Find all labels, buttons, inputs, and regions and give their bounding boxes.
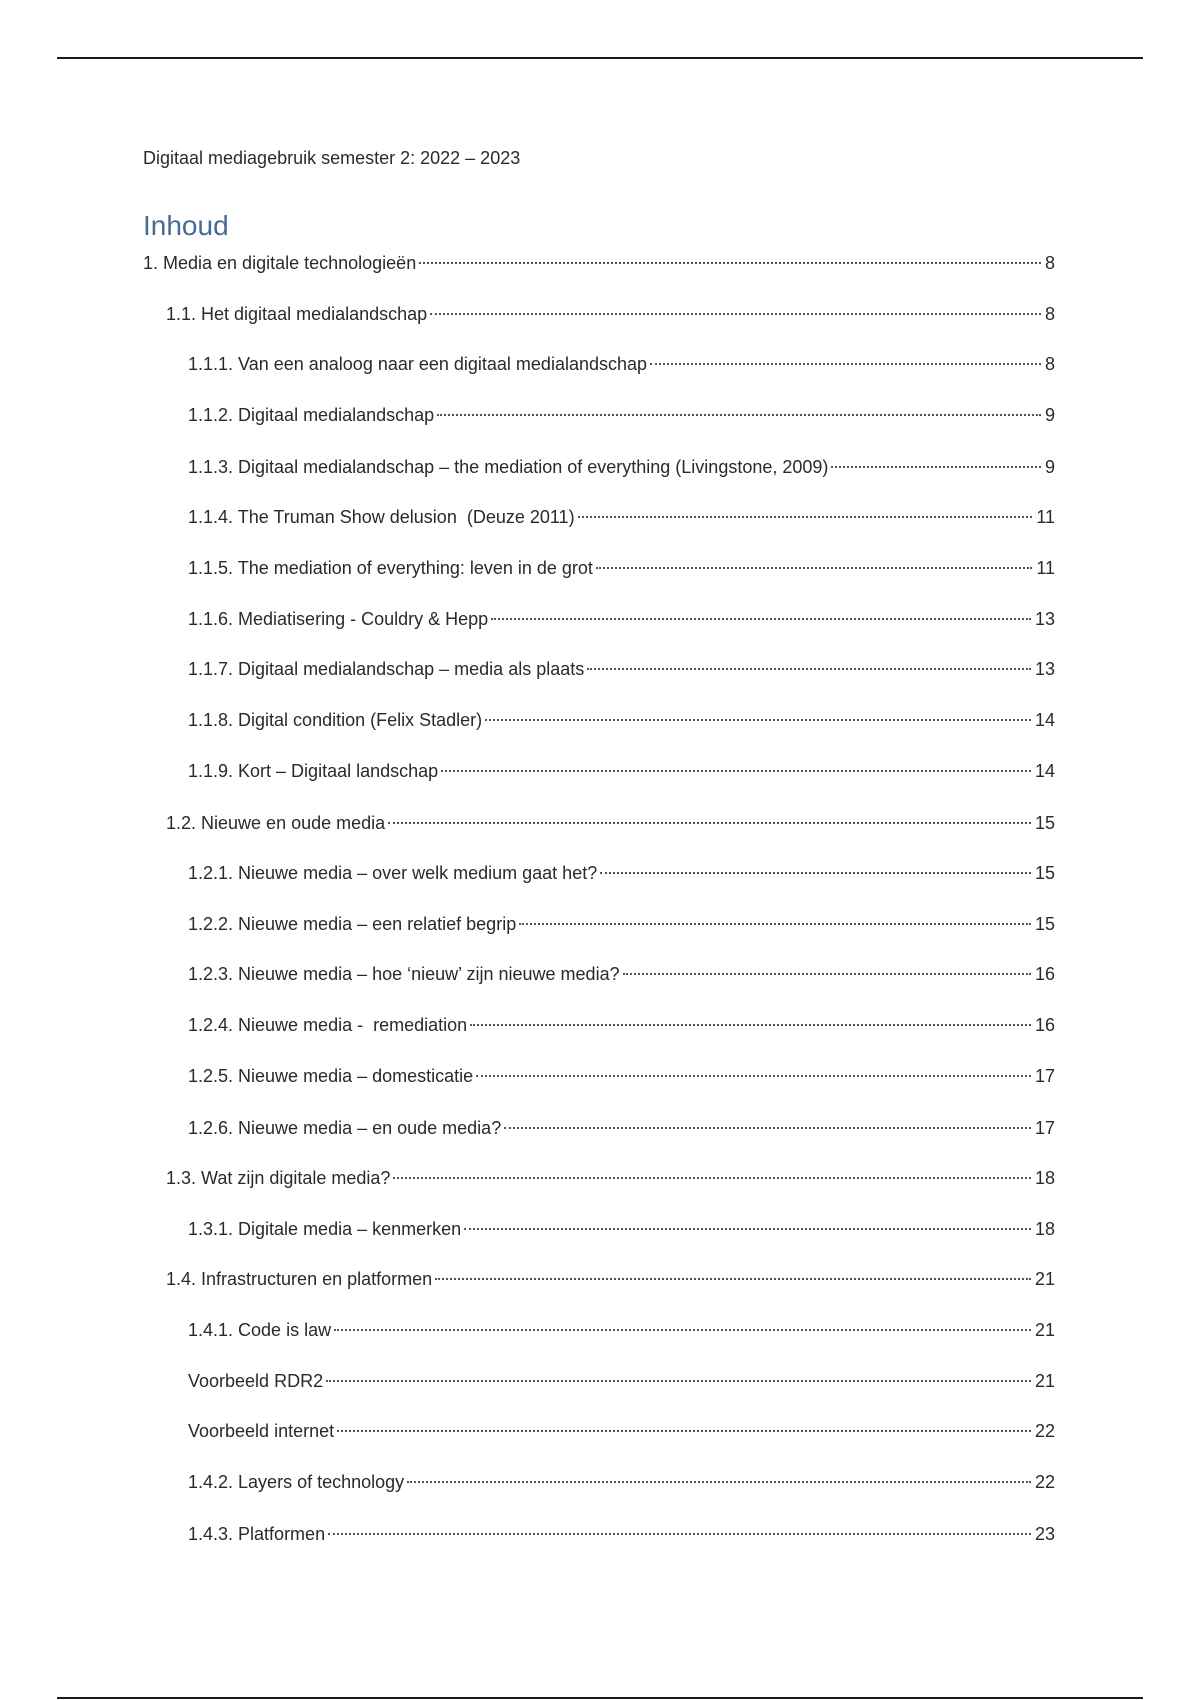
toc-entry-page: 17 [1034,1118,1055,1138]
toc-entry-page: 9 [1044,457,1055,477]
toc-entry-1-1-8[interactable] [188,707,1055,733]
toc-entry-page: 18 [1034,1219,1055,1239]
toc-entry-label: 1.4.3. Platformen [188,1524,326,1544]
dot-leader [419,262,1041,264]
toc-entry-label: 1.1. Het digitaal medialandschap [166,304,428,324]
toc-entry-page: 21 [1034,1269,1055,1289]
toc-entry-label: 1.2.3. Nieuwe media – hoe ‘nieuw’ zijn nieuwe media? [188,964,620,984]
toc-entry-label: Voorbeeld internet [188,1421,335,1441]
toc-entry-label: 1.4.1. Code is law [188,1320,332,1340]
toc-entry-page: 11 [1036,558,1055,578]
toc-entry-page: 8 [1044,304,1055,324]
toc-entry-label: 1.1.9. Kort – Digitaal landschap [188,761,439,781]
toc-entry-1-1-3[interactable] [188,454,1055,480]
dot-leader [600,872,1031,874]
dot-leader [437,414,1041,416]
toc-entry-page: 15 [1034,813,1055,833]
dot-leader [578,516,1033,518]
toc-entry-page: 14 [1034,761,1055,781]
toc-entry-label: 1.1.6. Mediatisering - Couldry & Hepp [188,609,489,629]
toc-entry-label: 1.2. Nieuwe en oude media [166,813,386,833]
toc-entry-1-1-7[interactable] [188,656,1055,682]
toc-entry-1-3[interactable] [166,1165,1055,1191]
toc-entry-label: 1.1.4. The Truman Show delusion (Deuze 2011) [188,507,575,527]
document-header: Digitaal mediagebruik semester 2: 2022 – 2023 [143,148,521,168]
dot-leader [470,1024,1031,1026]
dot-leader [596,567,1032,569]
toc-entry-1-4-3[interactable] [188,1521,1055,1547]
toc-entry-1-1-9[interactable] [188,758,1055,784]
toc-entry-1-1[interactable] [166,301,1055,327]
toc-entry-label: 1. Media en digitale technologieën [143,253,417,273]
dot-leader [441,770,1031,772]
toc-title: Inhoud [143,210,229,241]
toc-entry-label: 1.4. Infrastructuren en platformen [166,1269,433,1289]
toc-entry-1[interactable] [143,250,1055,276]
toc-entry-label: 1.1.8. Digital condition (Felix Stadler) [188,710,483,730]
toc-entry-page: 16 [1034,1015,1055,1035]
toc-entry-page: 23 [1034,1524,1055,1544]
toc-entry-label: 1.1.1. Van een analoog naar een digitaal medialandschap [188,354,648,374]
dot-leader [393,1177,1031,1179]
toc-entry-page: 9 [1044,405,1055,425]
dot-leader [464,1228,1031,1230]
toc-entry-label: 1.2.2. Nieuwe media – een relatief begrip [188,914,517,934]
toc-entry-page: 14 [1034,710,1055,730]
toc-entry-1-4[interactable] [166,1266,1055,1292]
toc-entry-page: 16 [1034,964,1055,984]
dot-leader [650,363,1041,365]
toc-entry-label: 1.1.5. The mediation of everything: leven in de grot [188,558,593,578]
dot-leader [326,1380,1031,1382]
toc-entry-1-2-2[interactable] [188,911,1055,937]
toc-entry-1-1-2[interactable] [188,402,1055,428]
toc-entry-label: Voorbeeld RDR2 [188,1371,324,1391]
dot-leader [388,822,1031,824]
toc-entry-page: 15 [1034,914,1055,934]
dot-leader [485,719,1031,721]
toc-entry-page: 15 [1034,863,1055,883]
toc-entry-page: 21 [1034,1371,1055,1391]
toc-entry-label: 1.2.6. Nieuwe media – en oude media? [188,1118,502,1138]
dot-leader [476,1075,1031,1077]
toc-entry-label: 1.1.2. Digitaal medialandschap [188,405,435,425]
toc-entry-page: 13 [1034,659,1055,679]
toc-entry-1-2-1[interactable] [188,860,1055,886]
toc-entry-page: 13 [1034,609,1055,629]
toc-entry-page: 17 [1034,1066,1055,1086]
toc-entry-label: 1.4.2. Layers of technology [188,1472,405,1492]
toc-entry-page: 8 [1044,253,1055,273]
toc-entry-1-1-6[interactable] [188,606,1055,632]
dot-leader [328,1533,1031,1535]
toc-entry-label: 1.1.7. Digitaal medialandschap – media als plaats [188,659,585,679]
toc-entry-voorbeeld-rdr2[interactable] [188,1368,1055,1394]
dot-leader [587,668,1031,670]
toc-entry-label: 1.3.1. Digitale media – kenmerken [188,1219,462,1239]
toc-entry-1-4-2[interactable] [188,1469,1055,1495]
dot-leader [519,923,1031,925]
toc-entry-page: 11 [1036,507,1055,527]
toc-entry-1-1-5[interactable] [188,555,1055,581]
toc-entry-page: 21 [1034,1320,1055,1340]
toc-entry-1-2-5[interactable] [188,1063,1055,1089]
dot-leader [504,1127,1031,1129]
toc-entry-label: 1.2.1. Nieuwe media – over welk medium gaat het? [188,863,598,883]
toc-entry-label: 1.2.5. Nieuwe media – domesticatie [188,1066,474,1086]
dot-leader [337,1430,1031,1432]
toc-entry-1-1-4[interactable] [188,504,1055,530]
dot-leader [407,1481,1031,1483]
toc-entry-1-2-6[interactable] [188,1115,1055,1141]
toc-entry-page: 22 [1034,1421,1055,1441]
toc-entry-page: 18 [1034,1168,1055,1188]
toc-entry-page: 8 [1044,354,1055,374]
toc-entry-1-2-3[interactable] [188,961,1055,987]
toc-entry-1-2[interactable] [166,810,1055,836]
toc-entry-voorbeeld-internet[interactable] [188,1418,1055,1444]
footer-rule [57,1697,1143,1699]
toc-entry-1-3-1[interactable] [188,1216,1055,1242]
dot-leader [334,1329,1031,1331]
toc-entry-page: 22 [1034,1472,1055,1492]
toc-entry-label: 1.1.3. Digitaal medialandschap – the mediation of everything (Livingstone, 2009) [188,457,829,477]
toc-entry-1-4-1[interactable] [188,1317,1055,1343]
toc-entry-label: 1.2.4. Nieuwe media - remediation [188,1015,468,1035]
dot-leader [831,466,1041,468]
dot-leader [623,973,1031,975]
dot-leader [430,313,1041,315]
toc-entry-1-2-4[interactable] [188,1012,1055,1038]
toc-entry-1-1-1[interactable] [188,351,1055,377]
dot-leader [435,1278,1031,1280]
dot-leader [491,618,1031,620]
toc-entry-label: 1.3. Wat zijn digitale media? [166,1168,391,1188]
